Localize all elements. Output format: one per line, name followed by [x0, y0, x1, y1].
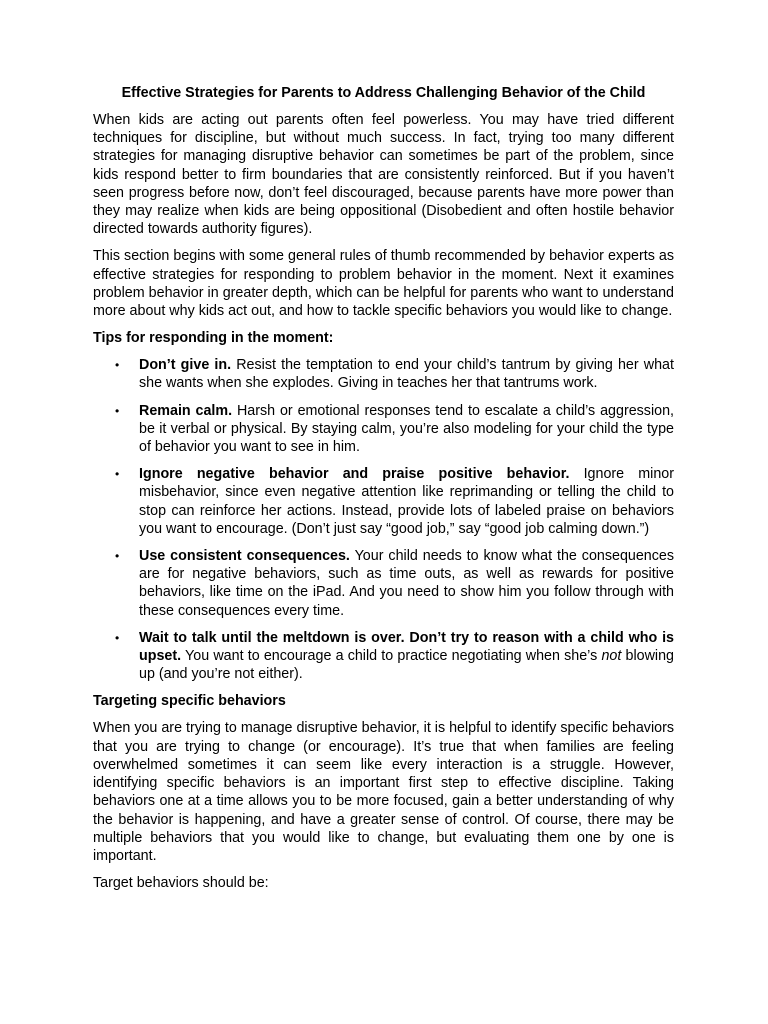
- tip-item: [93, 465, 674, 538]
- tip-title: Wait to talk until the meltdown is over. Don’t try to reason with a child who is upset.: [139, 629, 674, 665]
- bullet-icon: •: [115, 630, 120, 645]
- tip-item: [93, 547, 674, 620]
- tips-heading: Tips for responding in the moment:: [93, 330, 334, 347]
- tip-title: Remain calm.: [139, 402, 233, 419]
- tip-text: You want to encourage a child to practice negotiating when she’s: [181, 648, 602, 665]
- intro-paragraph: [93, 111, 674, 238]
- tip-item: [93, 402, 674, 457]
- intro-paragraph-text: When kids are acting out parents often feel powerless. You may have tried different techniques for discipline, but without much success. In fact, trying too many different strategies for managing disruptive behavior can sometimes be part of the problem, since kids respond better to firm boundaries that are consistently reinforced. But if you haven’t seen progress before now, don’t feel discouraged, because parents have more power than they may realize when kids are being oppositional (Disobedient and often hostile behavior directed towards authority figures).: [93, 112, 674, 238]
- tip-text-emphasis: not: [601, 648, 622, 665]
- tip-title: Ignore negative behavior and praise positive behavior.: [139, 466, 570, 483]
- tip-text: Harsh or emotional responses tend to escalate a child’s aggression, be it verbal or physical. By staying calm, you’re also modeling for your child the type of behavior you want to see in him.: [139, 402, 674, 456]
- targeting-heading: Targeting specific behaviors: [93, 693, 286, 710]
- document-title: Effective Strategies for Parents to Address Challenging Behavior of the Child: [121, 85, 646, 101]
- targeting-paragraph: When you are trying to manage disruptive behavior, it is helpful to identify specific behaviors that you are trying to change (or encourage). It’s true that when families are feeling overwhelmed sometimes it can seem like every interaction is a struggle. However, identifying specific behaviors is an important first step to effective discipline. Taking behaviors one at a time allows you to be more focused, gain a better understanding of why the behavior is happening, and have a greater sense of control. Of course, there may be multiple behaviors that you would like to change, but evaluating them one by one is important.: [93, 720, 674, 864]
- tip-text: Resist the temptation to end your child’s tantrum by giving her what she wants when she explodes. Giving in teaches her that tantrums work.: [139, 357, 674, 392]
- section-paragraph: This section begins with some general rules of thumb recommended by behavior experts as effective strategies for responding to problem behavior in the moment. Next it examines problem behavior in greater depth, which can be helpful for parents who want to understand more about why kids act out, and how to tackle specific behaviors you would like to change.: [93, 248, 674, 320]
- tip-text: Ignore minor misbehavior, since even negative attention like reprimanding or telling the child to stop can reinforce her actions. Instead, provide lots of labeled praise on behaviors you want to encourage. (Don’t just say “good job,” say “good job calming down.”): [139, 466, 674, 537]
- tip-text: Your child needs to know what the consequences are for negative behaviors, such as time outs, as well as rewards for positive behaviors, like time on the iPad. And you need to show him you follow through with these consequences every time.: [139, 548, 674, 619]
- target-lead: Target behaviors should be:: [93, 875, 269, 892]
- bullet-icon: •: [115, 467, 120, 482]
- bullet-icon: •: [115, 549, 120, 564]
- bullet-icon: •: [115, 358, 120, 373]
- tip-item: [93, 629, 674, 684]
- tip-title: Don’t give in.: [139, 357, 232, 374]
- tip-text: blowing up (and you’re not either).: [139, 648, 674, 683]
- tips-list: [93, 356, 674, 683]
- bullet-icon: •: [115, 403, 120, 418]
- tip-title: Use consistent consequences.: [139, 548, 350, 565]
- tip-item: [93, 356, 674, 392]
